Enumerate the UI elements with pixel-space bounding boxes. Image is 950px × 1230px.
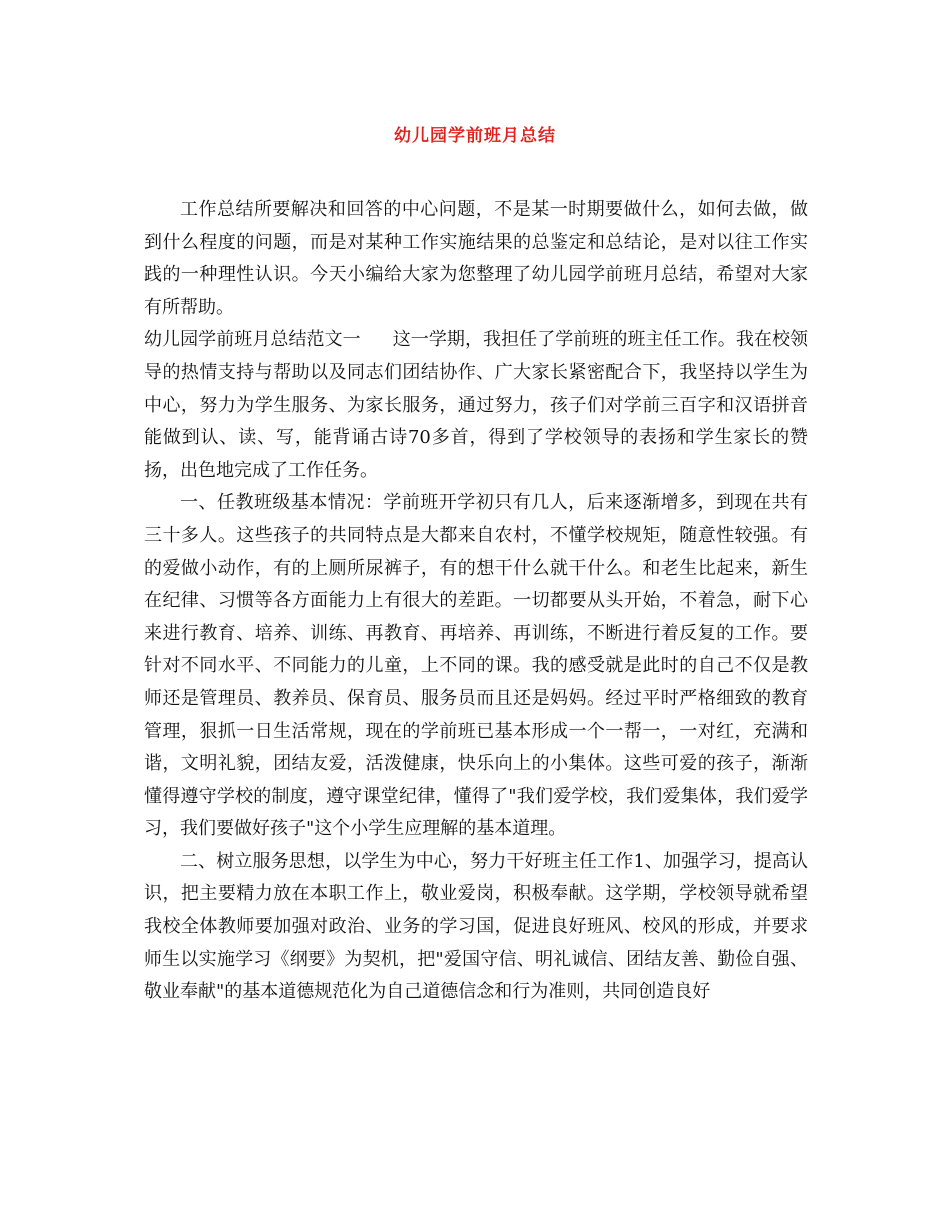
- section-first-text: 这一学期，我担任了学前班的班主任工作。我在校领导的热情支持与帮助以及同志们团结协作、广大家长紧密配合下，我坚持以学生为中心，努力为学生服务、为家长服务，通过努力，孩子们对学前三百字和汉语拼音能做到认、读、写，能背诵古诗70多首，得到了学校领导的表扬和学生家长的赞扬，出色地完成了工作任务。: [144, 329, 809, 481]
- section-heading: 幼儿园学前班月总结范文一: [144, 329, 361, 351]
- intro-paragraph: 工作总结所要解决和回答的中心问题，不是某一时期要做什么，如何去做，做到什么程度的问题，而是对某种工作实施结果的总鉴定和总结论，是对以往工作实践的一种理性认识。今天小编给大家为您整理了幼儿园学前班月总结，希望对大家有所帮助。: [144, 199, 808, 318]
- document-title: 幼儿园学前班月总结: [394, 126, 556, 146]
- paragraph-one: 一、任教班级基本情况：学前班开学初只有几人，后来逐渐增多，到现在共有三十多人。这些孩子的共同特点是大都来自农村，不懂学校规矩，随意性较强。有的爱做小动作，有的上厕所尿裤子，有的想干什么就干什么。和老生比起来，新生在纪律、习惯等各方面能力上有很大的差距。一切都要从头开始，不着急，耐下心来进行教育、培养、训练、再教育、再培养、再训练，不断进行着反复的工作。要针对不同水平、不同能力的儿童，上不同的课。我的感受就是此时的自己不仅是教师还是管理员、教养员、保育员、服务员而且还是妈妈。经过平时严格细致的教育管理，狠抓一日生活常规，现在的学前班已基本形成一个一帮一，一对红，充满和谐，文明礼貌，团结友爱，活泼健康，快乐向上的小集体。这些可爱的孩子，渐渐懂得遵守学校的制度，遵守课堂纪律，懂得了"我们爱学校，我们爱集体，我们爱学习，我们要做好孩子"这个小学生应理解的基本道理。: [144, 492, 808, 840]
- section-paragraph: [144, 324, 808, 487]
- paragraph-two: 二、树立服务思想，以学生为中心，努力干好班主任工作1、加强学习，提高认识，把主要精力放在本职工作上，敬业爱岗，积极奉献。这学期，学校领导就希望我校全体教师要加强对政治、业务的学习国，促进良好班风、校风的形成，并要求师生以实施学习《纲要》为契机，把"爱国守信、明礼诚信、团结友善、勤俭自强、敬业奉献"的基本道德规范化为自己道德信念和行为准则，共同创造良好: [144, 850, 808, 1003]
- document-body: [144, 194, 808, 1009]
